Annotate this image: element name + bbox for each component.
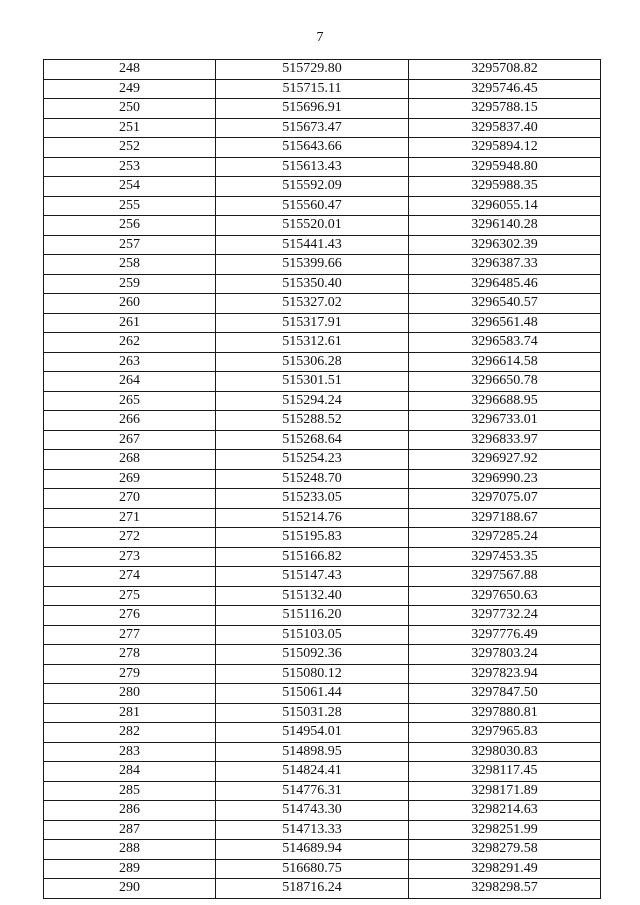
- point-number-cell: 255: [44, 196, 216, 216]
- y-coordinate-cell: 3298171.89: [409, 781, 601, 801]
- x-coordinate-cell: 515195.83: [216, 528, 409, 548]
- point-number-cell: 266: [44, 411, 216, 431]
- table-row: [44, 742, 601, 762]
- x-coordinate-cell: 515294.24: [216, 391, 409, 411]
- y-coordinate-cell: 3295948.80: [409, 157, 601, 177]
- y-coordinate-cell: 3297776.49: [409, 625, 601, 645]
- x-coordinate-cell: 515613.43: [216, 157, 409, 177]
- table-row: [44, 820, 601, 840]
- table-row: [44, 391, 601, 411]
- table-row: [44, 235, 601, 255]
- x-coordinate-cell: 518716.24: [216, 879, 409, 899]
- y-coordinate-cell: 3296688.95: [409, 391, 601, 411]
- point-number-cell: 265: [44, 391, 216, 411]
- x-coordinate-cell: 515288.52: [216, 411, 409, 431]
- point-number-cell: 288: [44, 840, 216, 860]
- table-row: [44, 372, 601, 392]
- table-row: [44, 118, 601, 138]
- x-coordinate-cell: 515103.05: [216, 625, 409, 645]
- table-row: [44, 313, 601, 333]
- table-row: [44, 255, 601, 275]
- x-coordinate-cell: 515301.51: [216, 372, 409, 392]
- x-coordinate-cell: 515312.61: [216, 333, 409, 353]
- y-coordinate-cell: 3297285.24: [409, 528, 601, 548]
- table-row: [44, 684, 601, 704]
- y-coordinate-cell: 3296583.74: [409, 333, 601, 353]
- table-row: [44, 547, 601, 567]
- y-coordinate-cell: 3297188.67: [409, 508, 601, 528]
- x-coordinate-cell: 516680.75: [216, 859, 409, 879]
- y-coordinate-cell: 3296055.14: [409, 196, 601, 216]
- y-coordinate-cell: 3296387.33: [409, 255, 601, 275]
- y-coordinate-cell: 3297075.07: [409, 489, 601, 509]
- table-row: [44, 528, 601, 548]
- y-coordinate-cell: 3295894.12: [409, 138, 601, 158]
- point-number-cell: 274: [44, 567, 216, 587]
- x-coordinate-cell: 515166.82: [216, 547, 409, 567]
- x-coordinate-cell: 515132.40: [216, 586, 409, 606]
- table-row: [44, 333, 601, 353]
- point-number-cell: 250: [44, 99, 216, 119]
- table-row: [44, 664, 601, 684]
- y-coordinate-cell: 3298030.83: [409, 742, 601, 762]
- table-row: [44, 274, 601, 294]
- point-number-cell: 277: [44, 625, 216, 645]
- y-coordinate-cell: 3296561.48: [409, 313, 601, 333]
- point-number-cell: 271: [44, 508, 216, 528]
- table-row: [44, 469, 601, 489]
- point-number-cell: 281: [44, 703, 216, 723]
- point-number-cell: 270: [44, 489, 216, 509]
- point-number-cell: 261: [44, 313, 216, 333]
- point-number-cell: 280: [44, 684, 216, 704]
- point-number-cell: 258: [44, 255, 216, 275]
- y-coordinate-cell: 3295708.82: [409, 60, 601, 80]
- x-coordinate-cell: 514689.94: [216, 840, 409, 860]
- table-row: [44, 606, 601, 626]
- y-coordinate-cell: 3297823.94: [409, 664, 601, 684]
- table-row: [44, 430, 601, 450]
- x-coordinate-cell: 514954.01: [216, 723, 409, 743]
- x-coordinate-cell: 515560.47: [216, 196, 409, 216]
- point-number-cell: 282: [44, 723, 216, 743]
- point-number-cell: 287: [44, 820, 216, 840]
- point-number-cell: 260: [44, 294, 216, 314]
- y-coordinate-cell: 3297650.63: [409, 586, 601, 606]
- table-row: [44, 586, 601, 606]
- y-coordinate-cell: 3297567.88: [409, 567, 601, 587]
- point-number-cell: 254: [44, 177, 216, 197]
- y-coordinate-cell: 3296540.57: [409, 294, 601, 314]
- x-coordinate-cell: 515061.44: [216, 684, 409, 704]
- y-coordinate-cell: 3296140.28: [409, 216, 601, 236]
- point-number-cell: 289: [44, 859, 216, 879]
- point-number-cell: 267: [44, 430, 216, 450]
- table-row: [44, 703, 601, 723]
- x-coordinate-cell: 515268.64: [216, 430, 409, 450]
- table-row: [44, 859, 601, 879]
- table-row: [44, 645, 601, 665]
- x-coordinate-cell: 514898.95: [216, 742, 409, 762]
- coordinates-table: [43, 59, 601, 899]
- y-coordinate-cell: 3296650.78: [409, 372, 601, 392]
- x-coordinate-cell: 514824.41: [216, 762, 409, 782]
- table-row: [44, 138, 601, 158]
- x-coordinate-cell: 515214.76: [216, 508, 409, 528]
- table-row: [44, 352, 601, 372]
- y-coordinate-cell: 3296485.46: [409, 274, 601, 294]
- point-number-cell: 272: [44, 528, 216, 548]
- point-number-cell: 286: [44, 801, 216, 821]
- table-row: [44, 216, 601, 236]
- x-coordinate-cell: 515696.91: [216, 99, 409, 119]
- x-coordinate-cell: 515031.28: [216, 703, 409, 723]
- x-coordinate-cell: 514713.33: [216, 820, 409, 840]
- table-row: [44, 157, 601, 177]
- y-coordinate-cell: 3298214.63: [409, 801, 601, 821]
- x-coordinate-cell: 515441.43: [216, 235, 409, 255]
- x-coordinate-cell: 515327.02: [216, 294, 409, 314]
- page-number: 7: [316, 30, 324, 45]
- y-coordinate-cell: 3298251.99: [409, 820, 601, 840]
- table-row: [44, 177, 601, 197]
- y-coordinate-cell: 3298117.45: [409, 762, 601, 782]
- table-row: [44, 411, 601, 431]
- point-number-cell: 284: [44, 762, 216, 782]
- point-number-cell: 262: [44, 333, 216, 353]
- point-number-cell: 252: [44, 138, 216, 158]
- x-coordinate-cell: 515592.09: [216, 177, 409, 197]
- point-number-cell: 285: [44, 781, 216, 801]
- x-coordinate-cell: 515233.05: [216, 489, 409, 509]
- table-row: [44, 196, 601, 216]
- y-coordinate-cell: 3297847.50: [409, 684, 601, 704]
- y-coordinate-cell: 3296302.39: [409, 235, 601, 255]
- x-coordinate-cell: 515729.80: [216, 60, 409, 80]
- y-coordinate-cell: 3296614.58: [409, 352, 601, 372]
- table-row: [44, 762, 601, 782]
- point-number-cell: 290: [44, 879, 216, 899]
- y-coordinate-cell: 3297880.81: [409, 703, 601, 723]
- table-row: [44, 508, 601, 528]
- x-coordinate-cell: 515116.20: [216, 606, 409, 626]
- x-coordinate-cell: 515673.47: [216, 118, 409, 138]
- y-coordinate-cell: 3297732.24: [409, 606, 601, 626]
- table-row: [44, 567, 601, 587]
- point-number-cell: 259: [44, 274, 216, 294]
- x-coordinate-cell: 515520.01: [216, 216, 409, 236]
- table-row: [44, 879, 601, 899]
- table-row: [44, 294, 601, 314]
- x-coordinate-cell: 515092.36: [216, 645, 409, 665]
- x-coordinate-cell: 514743.30: [216, 801, 409, 821]
- y-coordinate-cell: 3296990.23: [409, 469, 601, 489]
- table-row: [44, 450, 601, 470]
- point-number-cell: 251: [44, 118, 216, 138]
- point-number-cell: 249: [44, 79, 216, 99]
- y-coordinate-cell: 3295837.40: [409, 118, 601, 138]
- point-number-cell: 256: [44, 216, 216, 236]
- point-number-cell: 268: [44, 450, 216, 470]
- x-coordinate-cell: 515254.23: [216, 450, 409, 470]
- y-coordinate-cell: 3296927.92: [409, 450, 601, 470]
- point-number-cell: 273: [44, 547, 216, 567]
- table-row: [44, 781, 601, 801]
- x-coordinate-cell: 515317.91: [216, 313, 409, 333]
- y-coordinate-cell: 3297965.83: [409, 723, 601, 743]
- x-coordinate-cell: 515306.28: [216, 352, 409, 372]
- table-row: [44, 801, 601, 821]
- y-coordinate-cell: 3295788.15: [409, 99, 601, 119]
- table-row: [44, 723, 601, 743]
- y-coordinate-cell: 3298279.58: [409, 840, 601, 860]
- y-coordinate-cell: 3295988.35: [409, 177, 601, 197]
- point-number-cell: 257: [44, 235, 216, 255]
- x-coordinate-cell: 515643.66: [216, 138, 409, 158]
- point-number-cell: 248: [44, 60, 216, 80]
- y-coordinate-cell: 3296833.97: [409, 430, 601, 450]
- table-row: [44, 79, 601, 99]
- y-coordinate-cell: 3297453.35: [409, 547, 601, 567]
- point-number-cell: 275: [44, 586, 216, 606]
- point-number-cell: 263: [44, 352, 216, 372]
- x-coordinate-cell: 515399.66: [216, 255, 409, 275]
- y-coordinate-cell: 3296733.01: [409, 411, 601, 431]
- table-row: [44, 840, 601, 860]
- coordinates-table-body: [44, 60, 601, 899]
- point-number-cell: 279: [44, 664, 216, 684]
- table-row: [44, 625, 601, 645]
- y-coordinate-cell: 3298291.49: [409, 859, 601, 879]
- x-coordinate-cell: 515350.40: [216, 274, 409, 294]
- x-coordinate-cell: 515147.43: [216, 567, 409, 587]
- y-coordinate-cell: 3298298.57: [409, 879, 601, 899]
- table-row: [44, 489, 601, 509]
- y-coordinate-cell: 3295746.45: [409, 79, 601, 99]
- x-coordinate-cell: 514776.31: [216, 781, 409, 801]
- x-coordinate-cell: 515715.11: [216, 79, 409, 99]
- point-number-cell: 253: [44, 157, 216, 177]
- x-coordinate-cell: 515248.70: [216, 469, 409, 489]
- x-coordinate-cell: 515080.12: [216, 664, 409, 684]
- table-row: [44, 60, 601, 80]
- table-row: [44, 99, 601, 119]
- point-number-cell: 276: [44, 606, 216, 626]
- point-number-cell: 278: [44, 645, 216, 665]
- point-number-cell: 283: [44, 742, 216, 762]
- y-coordinate-cell: 3297803.24: [409, 645, 601, 665]
- point-number-cell: 264: [44, 372, 216, 392]
- point-number-cell: 269: [44, 469, 216, 489]
